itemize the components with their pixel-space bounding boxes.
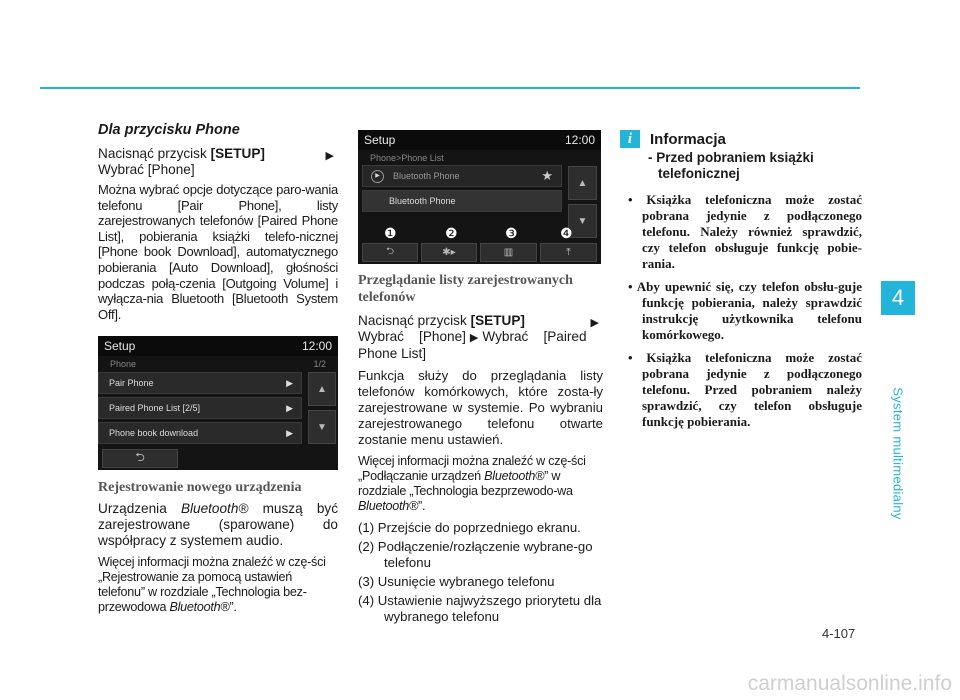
chapter-title: System multimedialny [890,387,906,520]
info-subtitle: - Przed pobraniem książki telefonicznej [648,150,814,181]
watermark: carmanualsonline.info [747,672,952,695]
phone-list-screen [358,130,601,264]
screen-title: Setup [364,133,396,147]
up-arrow-icon[interactable]: ▲ [568,166,597,200]
reference [358,454,603,514]
play-arrow-icon: ▶ [286,427,293,438]
screen-path-text: Phone>Phone List [370,153,444,163]
instruction-text-2: Wybrać [Phone] [358,329,466,344]
play-arrow-icon: ▶ [469,332,479,344]
menu-item-paired-phone-list[interactable] [98,397,302,419]
page-number: 4-107 [822,626,856,641]
list-item: • Książka telefoniczna może zostać pobrana jedynie z podłączonego telefonu. Przed pobraniem należy sprawdzić, czy telefon obsługuje funkcję pobierania. [628,350,862,429]
ref-text-c: ” w rozdziale „Technologia bezprzewodo-wa [358,469,573,498]
paragraph-3 [98,555,338,615]
p3-text-a: Więcej informacji można znaleźć w czę-ści „Rejestrowanie za pomocą ustawień telefonu” w rozdziale „Technologia bez-przewodowa [98,555,326,615]
phone-list-item-2[interactable] [362,190,562,212]
info-icon: i [620,130,640,148]
setup-label: [SETUP] [470,313,525,328]
paragraph-2 [98,501,338,549]
screen-header [358,130,601,150]
p3-text-c: ”. [229,600,237,615]
screen-header [98,336,338,356]
screen-path [98,356,338,372]
paragraph: Funkcja służy do przeglądania listy telefonów komórkowych, które zosta-ły zarejestrowane w systemie. Po wybraniu zarejestrowanego telefonu otwarte zostanie menu ustawień. [358,368,603,447]
section-heading: Przeglądanie listy zarejestrowanych telefonów [358,273,573,305]
menu-item-pair-phone[interactable] [98,372,302,394]
p3-bluetooth: Bluetooth® [169,600,230,615]
ref-bluetooth-2: Bluetooth® [358,499,418,513]
callout-4: ❹ [560,225,573,241]
star-icon[interactable]: ★ [541,168,553,183]
instruction-text: Nacisnąć przycisk [98,146,211,161]
play-arrow-icon: ▶ [325,150,334,162]
play-icon: ▶ [371,170,384,183]
paragraph: Można wybrać opcje dotyczące paro-wania telefonu [Pair Phone], listy zarejestrowanych telefonów [Paired Phone List], pobierania książki telefo-nicznej [Phone book Download], automatycznego pobierania [Auto Download], głośności podczas połą-czenia [Outgoing Volume] i wyłącza-nia Bluetooth [Bluetooth System Off]. [98,182,338,322]
chapter-number: 4 [881,281,915,315]
list-item: (2) Podłączenie/rozłączenie wybrane-go telefonu [358,539,593,570]
play-arrow-icon: ▶ [286,402,293,413]
column-2 [358,130,603,628]
play-arrow-icon: ▶ [286,377,293,388]
top-rule [40,87,860,89]
phone-name: Bluetooth Phone [389,196,456,206]
phone-name: Bluetooth Phone [393,171,460,181]
subheading: Rejestrowanie nowego urządzenia [98,480,302,496]
p2-text-c: muszą być zarejestrowane (sparowane) do współpracy z systemem audio. [98,501,338,549]
screen-path-text: Phone [110,359,137,370]
column-1 [98,122,338,615]
numbered-list [358,520,603,625]
menu-item-phone-book-download[interactable] [98,422,302,444]
p2-bluetooth: Bluetooth® [180,501,249,517]
callout-2: ❷ [445,225,458,241]
menu-item-label: Paired Phone List [2/5] [109,403,201,414]
screen-time: 12:00 [301,339,332,354]
instruction [98,146,338,178]
phone-list-item-1[interactable] [362,165,562,187]
ref-text-a: Więcej informacji można znaleźć w czę-ści „Podłączanie urządzeń [358,454,586,483]
info-header [620,130,862,148]
back-icon[interactable]: ⮌ [102,449,178,468]
down-arrow-icon[interactable]: ▼ [308,410,336,444]
down-arrow-icon[interactable]: ▼ [568,204,597,238]
screen-title: Setup [104,339,136,354]
callout-1: ❶ [384,225,397,241]
bullet-list [620,192,862,430]
instruction [358,313,603,362]
setup-label: [SETUP] [210,146,265,161]
ref-bluetooth-1: Bluetooth® [484,469,545,483]
list-item: (4) Ustawienie najwyższego priorytetu dla wybranego telefonu [358,593,602,624]
bluetooth-icon[interactable]: ✱▸ [421,243,477,262]
p2-text-a: Urządzenia [98,501,181,517]
screen-time: 12:00 [564,133,595,147]
up-arrow-icon[interactable]: ▲ [308,372,336,406]
ref-text-e: ”. [418,499,426,513]
list-item: (1) Przejście do poprzedniego ekranu. [358,520,581,535]
instruction-text: Nacisnąć przycisk [358,313,471,328]
instruction-text-2: Wybrać [Phone] [98,162,195,177]
screen-path [358,150,601,166]
list-item: • Książka telefoniczna może zostać pobrana jedynie z podłączonego telefonu. Należy również sprawdzić, czy telefon obsługuje funkcję pobie-rania. [628,192,862,271]
menu-item-label: Pair Phone [109,378,154,389]
menu-item-label: Phone book download [109,428,199,439]
priority-icon[interactable]: ⤒ [540,243,597,262]
trash-icon[interactable]: ▥ [480,243,537,262]
list-item: • Aby upewnić się, czy telefon obsłu-guje funkcję pobierania, należy sprawdzić instrukcję użytkownika telefonu komórkowego. [628,279,862,342]
chapter-title-wrap [883,387,913,520]
back-icon[interactable]: ⮌ [362,243,418,262]
play-arrow-icon: ▶ [590,317,599,329]
section-heading: Dla przycisku Phone [98,122,240,138]
setup-phone-screen [98,336,338,470]
column-3 [620,130,862,437]
list-item: (3) Usunięcie wybranego telefonu [358,574,555,589]
callout-3: ❸ [505,225,518,241]
screen-page: 1/2 [313,359,326,370]
instruction-text-3: Wybrać [Paired Phone List] [358,329,587,361]
info-title: Informacja [650,130,726,148]
